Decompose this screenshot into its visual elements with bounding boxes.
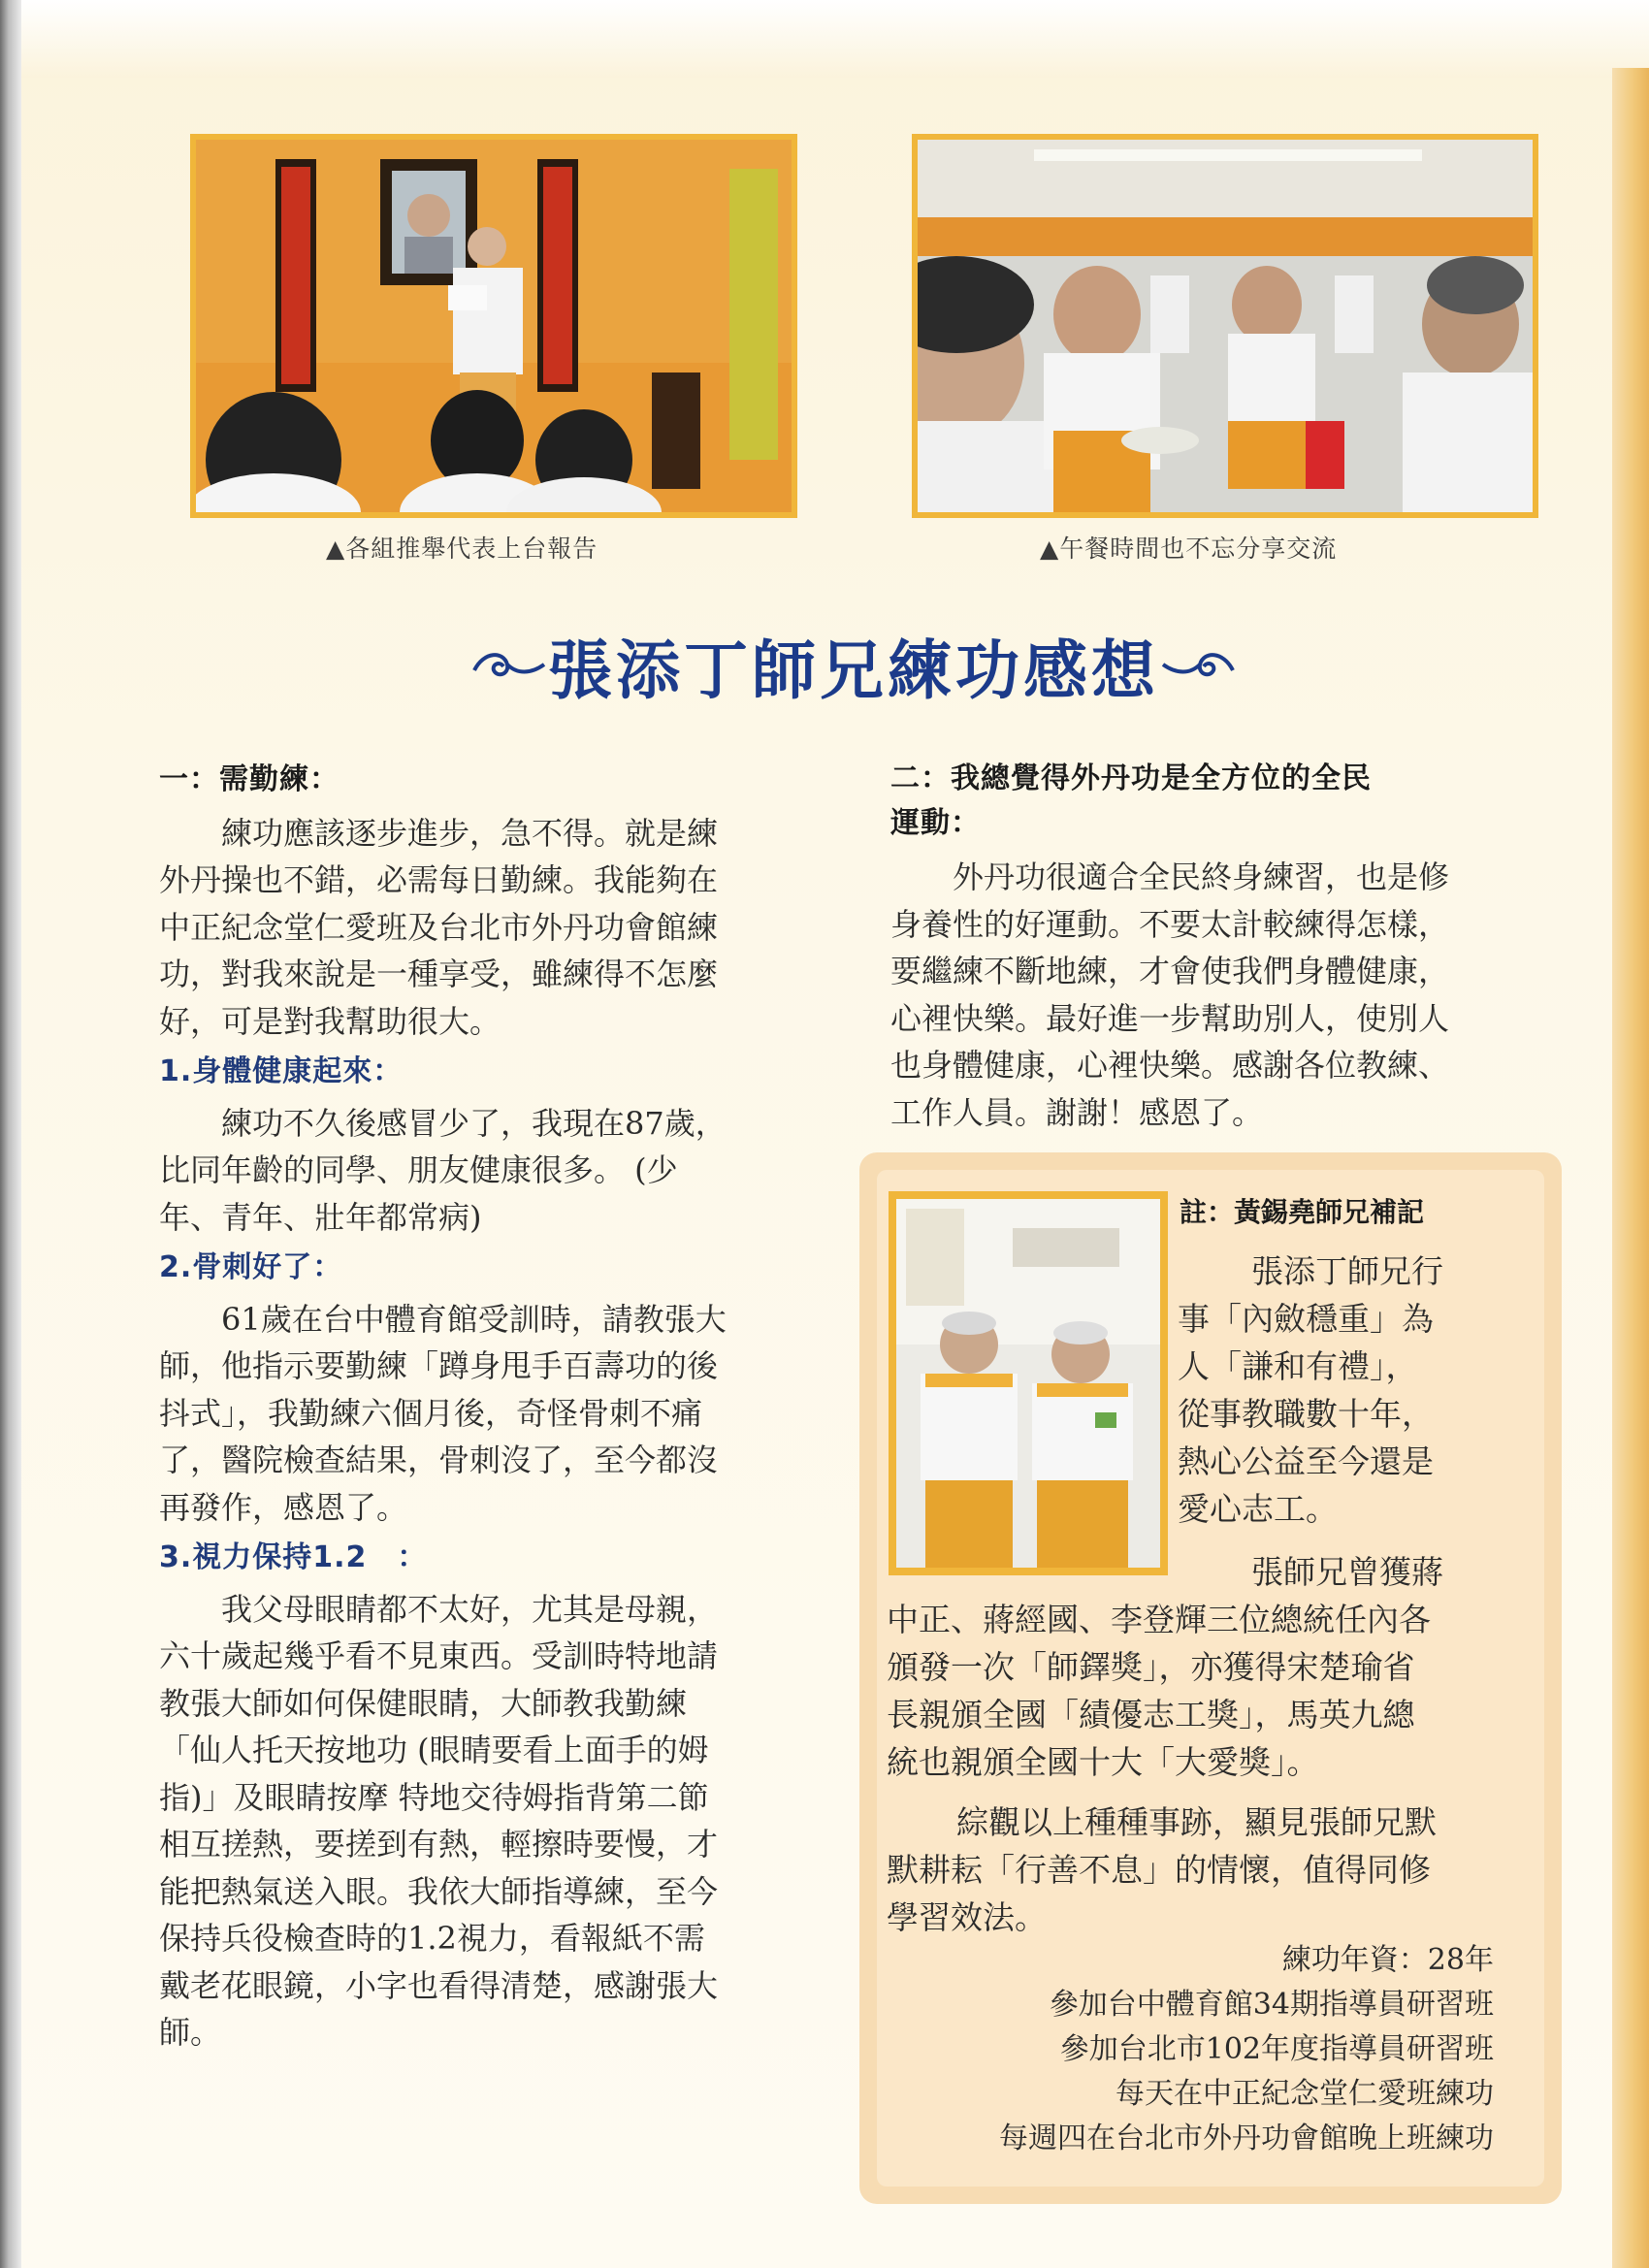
text-line: 我父母眼睛都不太好，尤其是母親， [221,1590,719,1628]
text-line: 教張大師如何保健眼睛，大師教我勤練 [159,1684,688,1722]
text-line: 能把熱氣送入眼。我依大師指導練，至今 [159,1872,719,1910]
stage-report-image [196,140,792,512]
paragraph-nationwide [890,854,1560,1136]
text-line: 六十歲起幾乎看不見東西。受訓時特地請 [159,1637,719,1674]
text-line: 師。 [159,2014,222,2051]
credential-line: 練功年資：28年 [1281,1943,1494,1977]
text-line: 61歲在台中體育館受訓時，請教張大 [221,1300,727,1338]
text-line: 了，醫院檢查結果，骨刺沒了，至今都沒 [159,1442,719,1478]
text-line: 熱心公益至今還是 [1178,1442,1434,1480]
note-heading: 註：黃錫堯師兄補記 [1180,1196,1425,1228]
text-line: 相互搓熱，要搓到有熱，輕擦時要慢，才 [159,1826,719,1863]
text-line: 抖式」，我勤練六個月後，奇怪骨刺不痛 [159,1394,703,1432]
flourish-left-icon [470,645,548,684]
text-line: 事「內斂穩重」為 [1178,1300,1434,1338]
credential-line: 參加台北市102年度指導員研習班 [1059,2032,1494,2066]
credential-line: 每天在中正紀念堂仁愛班練功 [1116,2077,1494,2111]
text-line: 默耕耘「行善不息」的情懷，值得同修 [887,1851,1431,1889]
text-line: 好，可是對我幫助很大。 [159,1002,501,1040]
left-column [159,757,821,2057]
text-line: 中正、蔣經國、李登輝三位總統任內各 [887,1601,1431,1638]
text-line: 比同年齡的同學、朋友健康很多。 (少 [159,1151,678,1188]
paragraph-eyesight [159,1586,821,2057]
subheading-health: 1.身體健康起來： [159,1054,404,1088]
text-line: 功，對我來說是一種享受，雖練得不怎麼 [159,956,719,992]
text-line: 外丹功很適合全民終身練習，也是修 [953,859,1450,895]
photo-stage-report [190,134,797,518]
text-line: 「仙人托天按地功 (眼睛要看上面手的姆 [159,1732,709,1768]
subheading-bone-spur: 2.骨刺好了： [159,1250,343,1284]
note-paragraph-3 [887,1798,1507,1941]
caption-lunch-sharing: ▲午餐時間也不忘分享交流 [1040,535,1338,563]
text-line: 人「謙和有禮」， [1178,1347,1418,1385]
page-edge-left [0,0,21,2268]
text-line: 頒發一次「師鐸獎」，亦獲得宋楚瑜省 [887,1648,1415,1686]
lunch-sharing-image [918,140,1533,512]
text-line: 統也親頒全國十大「大愛獎」。 [887,1743,1319,1781]
section-heading-2 [890,757,1560,846]
text-line: 從事教職數十年， [1178,1395,1434,1433]
text-line: 愛心志工。 [1178,1490,1338,1528]
text-line: 年、青年、壯年都常病) [159,1198,482,1236]
text-line: 保持兵役檢查時的1.2視力，看報紙不需 [159,1920,705,1957]
page-edge-right [1612,68,1649,2268]
text-line: 心裡快樂。最好進一步幫助別人，使別人 [890,999,1450,1037]
text-line: 要繼練不斷地練，才會使我們身體健康， [890,953,1450,989]
article-title: 張添丁師兄練功感想 [548,632,1159,708]
page-top-shade [21,0,1649,78]
text-line: 張師兄曾獲蔣 [1251,1553,1443,1591]
text-line: 張添丁師兄行 [1251,1252,1443,1290]
paragraph-bone-spur [159,1296,821,1532]
photo-lunch-sharing [912,134,1538,518]
text-line: 工作人員。謝謝！感恩了。 [890,1093,1264,1131]
heading-line: 二：我總覺得外丹功是全方位的全民 [890,761,1372,795]
paragraph-practice [159,810,821,1046]
credential-line: 參加台中體育館34期指導員研習班 [1049,1988,1494,2022]
text-line: 戴老花眼鏡，小字也看得清楚，感謝張大 [159,1966,719,2004]
photo-two-members [889,1191,1168,1575]
text-line: 外丹操也不錯，必需每日勤練。我能夠在 [159,861,719,898]
text-line: 師，他指示要勤練「蹲身甩手百壽功的後 [159,1347,719,1384]
two-members-image [896,1199,1160,1568]
article-title-block [427,621,1280,708]
text-line: 長親頒全國「績優志工獎」，馬英九總 [887,1696,1415,1733]
text-line: 學習效法。 [887,1898,1047,1936]
note-paragraph-1 [1178,1247,1498,1533]
section-heading-1: 一：需勤練： [159,762,340,796]
paragraph-health [159,1100,821,1242]
text-line: 指)」及眼睛按摩 特地交待姆指背第二節 [159,1778,709,1816]
practice-credentials [863,1938,1494,2161]
text-line: 綜觀以上種種事跡，顯見張師兄默 [956,1803,1437,1841]
text-line: 身養性的好運動。不要太計較練得怎樣， [890,905,1450,943]
text-line: 也身體健康，心裡快樂。感謝各位教練、 [890,1047,1450,1084]
text-line: 練功不久後感冒少了，我現在87歲， [221,1104,727,1142]
note-paragraph-2 [887,1548,1507,1786]
text-line: 練功應該逐步進步，急不得。就是練 [221,814,719,852]
right-column [890,757,1560,1136]
subheading-eyesight: 3.視力保持1.2 ： [159,1540,428,1574]
text-line: 中正紀念堂仁愛班及台北市外丹功會館練 [159,908,719,946]
text-line: 再發作，感恩了。 [159,1488,408,1526]
heading-line: 運動： [890,806,981,840]
credential-line: 每週四在台北市外丹功會館晚上班練功 [999,2122,1494,2155]
caption-stage-report: ▲各組推舉代表上台報告 [326,535,598,563]
flourish-right-icon [1159,645,1237,684]
